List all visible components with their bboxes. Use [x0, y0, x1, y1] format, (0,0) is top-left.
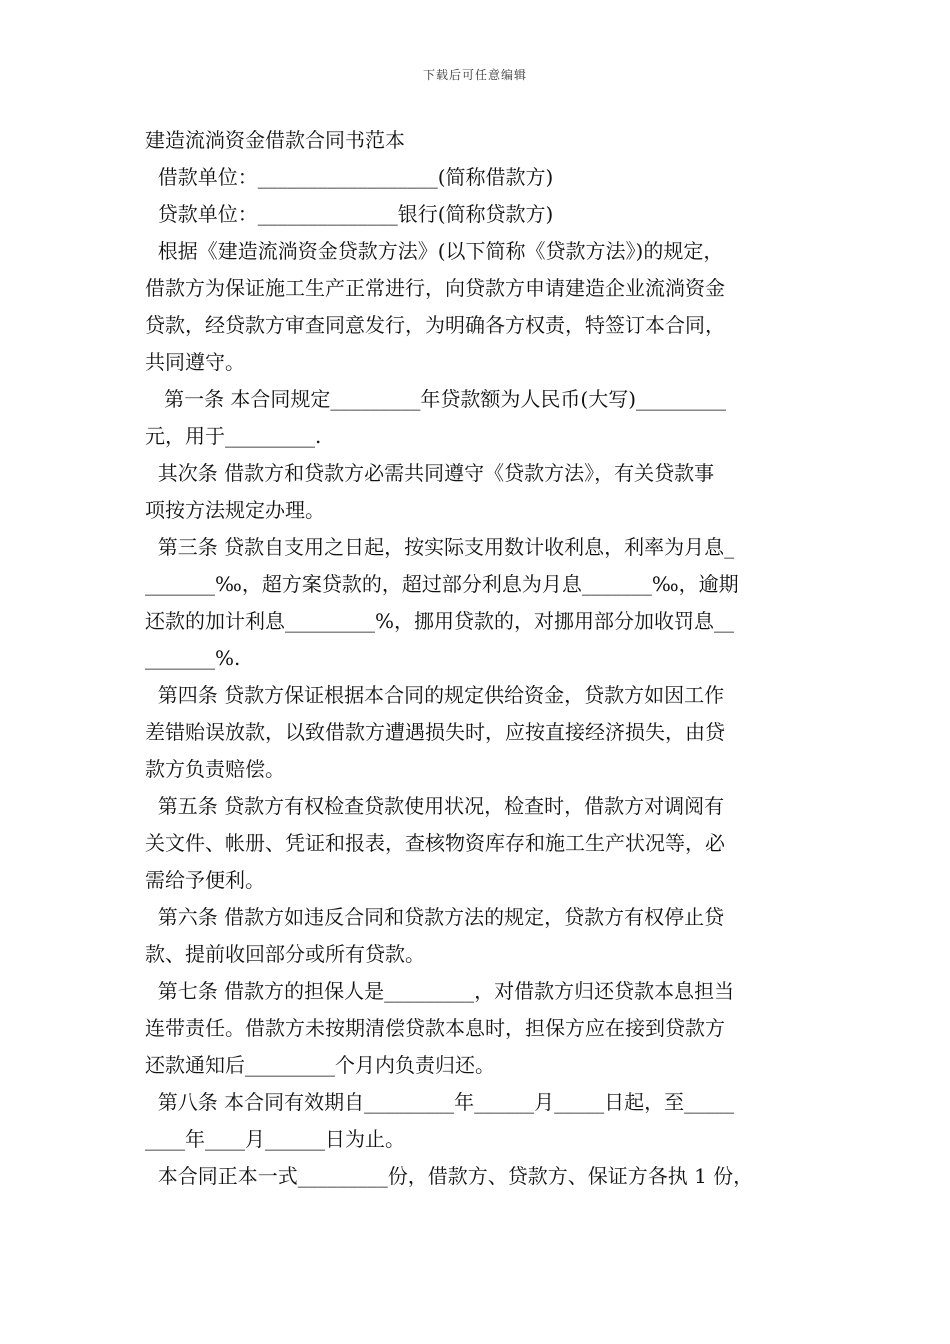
article-4-line: 第四条 贷款方保证根据本合同的规定供给资金，贷款方如因工作 — [145, 683, 725, 707]
article-5-line: 关文件、帐册、凭证和报表，查核物资库存和施工生产状况等，必 — [145, 831, 725, 855]
copies-line: 本合同正本一式_________份，借款方、贷款方、保证方各执 1 份， — [145, 1164, 754, 1188]
preamble-line: 贷款，经贷款方审查同意发行，为明确各方权责，特签订本合同， — [145, 313, 725, 337]
article-1-line: 元，用于_________. — [145, 424, 322, 448]
preamble-line: 共同遵守。 — [145, 350, 245, 374]
document-title: 建造流淌资金借款合同书范本 — [145, 128, 405, 152]
lender-line: 贷款单位：______________银行(简称贷款方) — [145, 202, 554, 226]
preamble-line: 根据《建造流淌资金贷款方法》(以下简称《贷款方法》)的规定， — [145, 239, 724, 263]
article-3-line: _______‰，超方案贷款的，超过部分利息为月息_______‰，逾期 — [145, 572, 739, 596]
article-7-line: 连带责任。借款方未按期清偿贷款本息时，担保方应在接到贷款方 — [145, 1016, 725, 1040]
article-3-line: 还款的加计利息_________%，挪用贷款的，对挪用部分加收罚息__ — [145, 609, 735, 633]
preamble-line: 借款方为保证施工生产正常进行，向贷款方申请建造企业流淌资金 — [145, 276, 725, 300]
header-note: 下载后可任意编辑 — [422, 68, 527, 82]
article-2-line: 其次条 借款方和贷款方必需共同遵守《贷款方法》，有关贷款事 — [145, 461, 715, 485]
article-4-line: 款方负责赔偿。 — [145, 757, 285, 781]
article-5-line: 需给予便利。 — [145, 868, 265, 892]
borrower-line: 借款单位：__________________(简称借款方) — [145, 165, 554, 189]
contract-body — [145, 122, 810, 1195]
article-8-line: 第八条 本合同有效期自_________年______月_____日起，至_____ — [145, 1090, 735, 1114]
article-7-line: 还款通知后_________个月内负责归还。 — [145, 1053, 495, 1077]
article-1-line: 第一条 本合同规定_________年贷款额为人民币(大写)_________ — [145, 387, 727, 411]
article-5-line: 第五条 贷款方有权检查贷款使用状况，检查时，借款方对调阅有 — [145, 794, 725, 818]
article-6-line: 款、提前收回部分或所有贷款。 — [145, 942, 425, 966]
article-3-line: 第三条 贷款自支用之日起，按实际支用数计收利息，利率为月息_ — [145, 535, 735, 559]
article-7-line: 第七条 借款方的担保人是_________，对借款方归还贷款本息担当 — [145, 979, 735, 1003]
article-2-line: 项按方法规定办理。 — [145, 498, 325, 522]
article-3-line: _______%. — [145, 646, 241, 670]
article-4-line: 差错贻误放款，以致借款方遭遇损失时，应按直接经济损失，由贷 — [145, 720, 725, 744]
article-8-line: ____年____月______日为止。 — [145, 1127, 405, 1151]
article-6-line: 第六条 借款方如违反合同和贷款方法的规定，贷款方有权停止贷 — [145, 905, 725, 929]
